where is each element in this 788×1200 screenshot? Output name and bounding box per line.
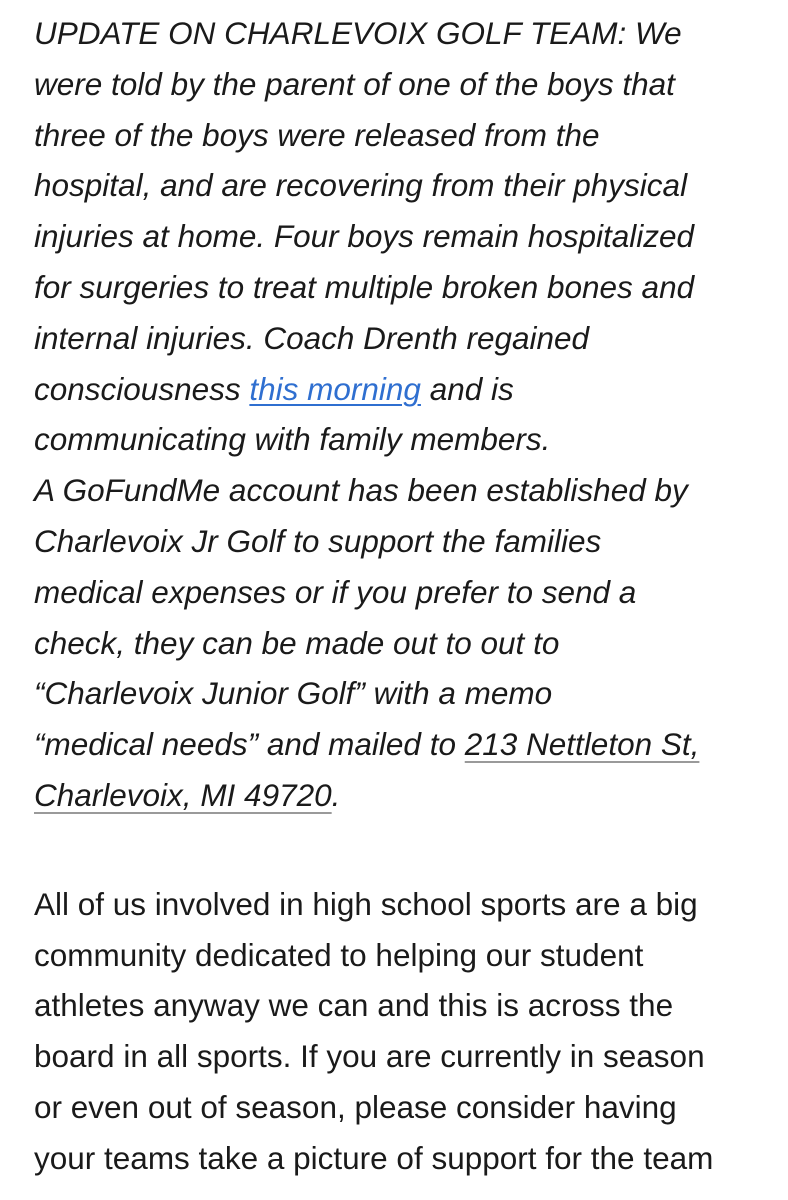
community-line-3: athletes anyway we can and this is across the [34, 987, 674, 1024]
paragraph-spacer [34, 821, 774, 879]
update-line-3: three of the boys were released from the [34, 116, 600, 153]
update-paragraph [34, 8, 774, 821]
update-line-13: check, they can be made out to out to [34, 624, 560, 661]
update-line-1: UPDATE ON CHARLEVOIX GOLF TEAM: We [34, 15, 682, 51]
community-line-6: your teams take a picture of support for the team [34, 1139, 714, 1176]
update-line-9: communicating with family members. [34, 421, 551, 458]
community-line-5: or even out of season, please consider having [34, 1088, 677, 1125]
community-paragraph [34, 879, 774, 1184]
update-line-8-text-after: and is [420, 370, 514, 407]
update-line-11: Charlevoix Jr Golf to support the families [34, 522, 602, 559]
update-line-5: injuries at home. Four boys remain hospitalized [34, 218, 695, 255]
update-line-6: for surgeries to treat multiple broken bones and [34, 268, 695, 305]
community-line-4: board in all sports. If you are currently in season [34, 1038, 705, 1075]
address-link-city[interactable]: Charlevoix, MI 49720 [34, 776, 332, 813]
update-line-2: were told by the parent of one of the boys that [34, 65, 675, 102]
this-morning-link[interactable]: this morning [249, 370, 421, 407]
community-line-2: community dedicated to helping our student [34, 936, 644, 973]
message-body [34, 8, 774, 1184]
community-line-1: All of us involved in high school sports are a big [34, 885, 698, 922]
update-line-14: “Charlevoix Junior Golf” with a memo [34, 675, 553, 712]
update-line-12: medical expenses or if you prefer to send a [34, 573, 637, 610]
update-line-7: internal injuries. Coach Drenth regained [34, 319, 590, 356]
address-link-street[interactable]: 213 Nettleton St, [464, 726, 700, 763]
update-line-8 [34, 364, 774, 415]
update-line-16-text-after: . [331, 776, 341, 813]
update-line-15-text-before: “medical needs” and mailed to [34, 726, 465, 763]
update-line-15 [34, 719, 774, 770]
update-line-8-text-before: consciousness [34, 370, 250, 407]
update-line-4: hospital, and are recovering from their physical [34, 167, 688, 204]
update-line-10: A GoFundMe account has been established by [34, 472, 688, 509]
update-line-16 [34, 770, 774, 821]
